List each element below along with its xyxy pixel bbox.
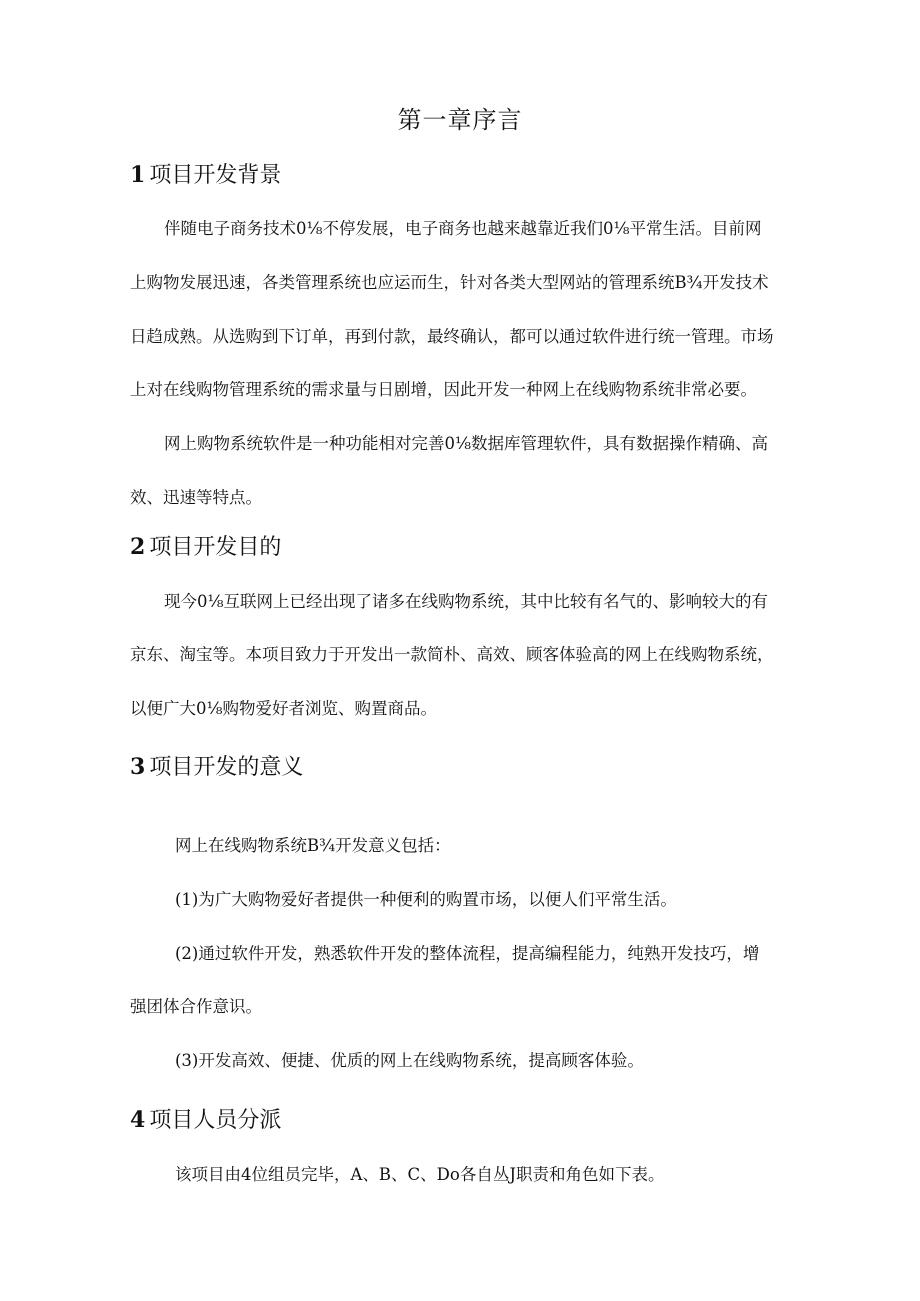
section-number: 4 — [130, 1107, 146, 1133]
section-number: 2 — [130, 534, 146, 560]
paragraph-line: 效、迅速等特点。 — [130, 488, 262, 507]
section-number: 1 — [130, 162, 146, 188]
paragraph-line: 上购物发展迅速，各类管理系统也应运而生，针对各类大型网站的管理系统B¾开发技术 — [130, 273, 769, 292]
section-title: 项目人员分派 — [149, 1108, 282, 1133]
section-title: 项目开发的意义 — [149, 755, 304, 780]
paragraph-line: 上对在线购物管理系统的需求量与日剧增，因此开发一种网上在线购物系统非常必要。 — [130, 380, 757, 399]
paragraph-line: 以便广大0⅛购物爱好者浏览、购置商品。 — [130, 699, 437, 718]
list-item: (2)通过软件开发，熟悉软件开发的整体流程，提高编程能力，纯熟开发技巧，增 — [175, 944, 760, 963]
paragraph-line: 强团体合作意识。 — [130, 997, 262, 1016]
section-heading-2 — [130, 532, 281, 563]
paragraph-line: 伴随电子商务技术0⅛不停发展，电子商务也越来越靠近我们0⅛平常生活。目前网 — [164, 219, 762, 238]
paragraph-line: 网上购物系统软件是一种功能相对完善0⅛数据库管理软件，具有数据操作精确、高 — [164, 434, 768, 453]
list-item: (1)为广大购物爱好者提供一种便利的购置市场，以便人们平常生活。 — [175, 890, 677, 909]
paragraph-line: 日趋成熟。从选购到下订单，再到付款，最终确认，都可以通过软件进行统一管理。市场 — [130, 327, 774, 346]
section-heading-4 — [130, 1105, 281, 1136]
section-number: 3 — [130, 754, 146, 780]
paragraph-line: 现今0⅛互联网上已经出现了诸多在线购物系统，其中比较有名气的、影响较大的有 — [164, 592, 768, 611]
section-heading-1 — [130, 160, 281, 191]
section-heading-3 — [130, 752, 303, 783]
section-title: 项目开发目的 — [149, 535, 282, 560]
list-item: (3)开发高效、便捷、优质的网上在线购物系统，提高顾客体验。 — [175, 1051, 644, 1070]
chapter-title: 第一章序言 — [397, 106, 523, 134]
section-title: 项目开发背景 — [149, 163, 282, 188]
paragraph-line: 京东、淘宝等。本项目致力于开发出一款简朴、高效、顾客体验高的网上在线购物系统， — [130, 645, 774, 664]
paragraph-line: 该项目由4位组员完毕，A、B、C、Do各自丛J职责和角色如下表。 — [175, 1165, 665, 1184]
paragraph-line: 网上在线购物系统B¾开发意义包括： — [175, 836, 451, 855]
